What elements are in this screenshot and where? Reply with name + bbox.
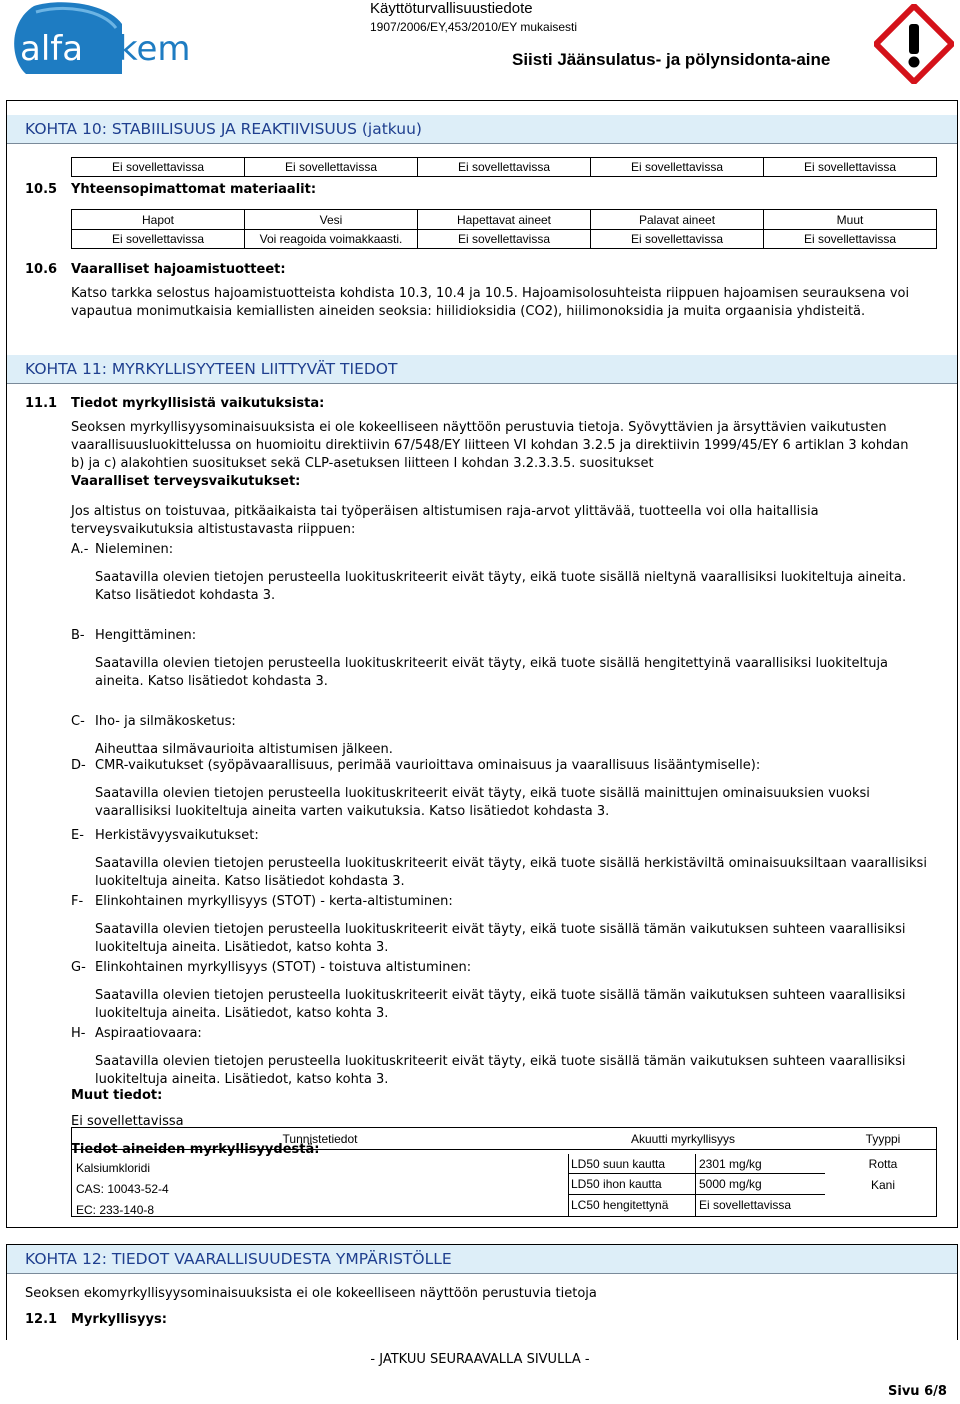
table-header: Hapettavat aineet: [418, 210, 591, 230]
logo-text-alfa: alfa: [20, 29, 84, 69]
text-line: Saatavilla olevien tietojen perusteella luokituskriteerit eivät täyty, eikä tuote sisällä hengitettyinä vaarallisiksi luokiteltuja: [95, 656, 889, 671]
item-letter: C-: [71, 714, 85, 729]
list-item: [71, 1025, 951, 1087]
item-letter: F-: [71, 894, 84, 909]
alfakem-logo: [6, 2, 206, 78]
test-value: 2301 mg/kg: [695, 1154, 762, 1174]
stability-table: [71, 157, 937, 177]
document-type: Käyttöturvallisuustiedote: [370, 0, 533, 17]
substance-toxicity-table: [71, 1127, 937, 1217]
table-row: [569, 1195, 825, 1216]
table-cell: Ei sovellettavissa: [72, 230, 245, 249]
other-info-value: Ei sovellettavissa: [71, 1114, 184, 1129]
text-line: Katso tarkka selostus hajoamistuotteista kohdista 10.3, 10.4 ja 10.5. Hajoamisolosuhteista riippuen hajoamisen seurauksena voi: [71, 286, 910, 301]
list-item: [71, 893, 951, 959]
product-name: Siisti Jäänsulatus- ja pölynsidonta-aine: [512, 50, 831, 69]
item-letter: H-: [71, 1026, 86, 1041]
table-header: Tyyppi: [865, 1132, 901, 1146]
exposure-routes-list: [71, 541, 951, 1159]
table-cell: Ei sovellettavissa: [245, 158, 418, 177]
item-letter: B-: [71, 628, 85, 643]
regulation-reference: 1907/2006/EY,453/2010/EY mukaisesti: [370, 20, 578, 34]
subsection-11-1-title: Tiedot myrkyllisistä vaikutuksista:: [71, 396, 325, 411]
table-header: Hapot: [72, 210, 245, 230]
text-line: vaarallisuusluokittelussa on huomioitu direktiivin 67/548/EY liitteen VI kohdan 3.2.5 ja direktiivin 1999/45/EY 6 artiklan 3 kohdan: [71, 438, 909, 453]
text-line: b) ja c) alakohtien suositukset sekä CLP-asetuksen liitteen I kohdan 3.2.3.3.5. suositukset: [71, 456, 654, 471]
list-item: [71, 827, 951, 893]
text-line: Seoksen myrkyllisyysominaisuuksista ei ole kokeelliseen näyttöön perustuvia tietoja. Syövyttävien ja ärsyttävien vaikutusten: [71, 420, 887, 435]
table-row: [569, 1174, 825, 1195]
cas-number: CAS: 10043-52-4: [76, 1182, 169, 1196]
test-value: Ei sovellettavissa: [695, 1195, 791, 1216]
test-type: LC50 hengitettynä: [571, 1198, 669, 1212]
item-label: Nieleminen:: [95, 542, 174, 557]
table-cell: Voi reagoida voimakkaasti.: [245, 230, 418, 249]
text-line: Saatavilla olevien tietojen perusteella luokituskriteerit eivät täyty, eikä tuote sisällä tämän vaikutuksen suhteen vaarallisiksi: [95, 922, 906, 937]
section-11-title: KOHTA 11: MYRKYLLISYYTEEN LIITTYVÄT TIEDOT: [7, 355, 957, 384]
text-line: terveysvaikutuksia altistustavasta riippuen:: [71, 522, 356, 537]
section-10-title: KOHTA 10: STABIILISUUS JA REAKTIIVISUUS (jatkuu): [7, 115, 957, 144]
health-effects-heading: Vaaralliset terveysvaikutukset:: [71, 474, 301, 489]
toxicity-values: [568, 1154, 824, 1216]
text-line: Saatavilla olevien tietojen perusteella luokituskriteerit eivät täyty, eikä tuote sisällä tämän vaikutuksen suhteen vaarallisiksi: [95, 988, 906, 1003]
continues-notice: - JATKUU SEURAAVALLA SIVULLA -: [370, 1352, 590, 1367]
subsection-10-6-number: 10.6: [25, 262, 58, 277]
section-12-frame: [6, 1244, 958, 1340]
subsection-11-1-number: 11.1: [25, 396, 58, 411]
exclamation-mark-pictogram-icon: [874, 4, 954, 84]
table-cell: Ei sovellettavissa: [418, 230, 591, 249]
incompatible-materials-table: [71, 209, 937, 249]
text-line: Jos altistus on toistuvaa, pitkäaikaista tai työperäisen altistumisen raja-arvot ylittävää, tuotteella voi olla haitallisia: [71, 504, 819, 519]
text-line: luokiteltuja aineita. Katso lisätiedot kohdasta 3.: [95, 874, 405, 889]
text-line: aineita. Katso lisätiedot kohdasta 3.: [95, 674, 328, 689]
table-row: [569, 1154, 825, 1174]
text-line: Saatavilla olevien tietojen perusteella luokituskriteerit eivät täyty, eikä tuote sisällä nieltynä vaarallisiksi luokiteltuja aineita.: [95, 570, 907, 585]
table-header: Palavat aineet: [591, 210, 764, 230]
page-number: Sivu 6/8: [888, 1384, 947, 1399]
item-letter: G-: [71, 960, 86, 975]
text-line: Saatavilla olevien tietojen perusteella luokituskriteerit eivät täyty, eikä tuote sisällä tämän vaikutuksen suhteen vaarallisiksi: [95, 1054, 906, 1069]
text-line: Saatavilla olevien tietojen perusteella luokituskriteerit eivät täyty, eikä tuote sisällä herkistäviltä ominaisuuksiltaan vaarallisiksi: [95, 856, 927, 871]
subsection-12-1-number: 12.1: [25, 1312, 58, 1327]
item-label: CMR-vaikutukset (syöpävaarallisuus, perimää vaurioittava ominaisuus ja vaarallisuus lisääntymiselle):: [95, 758, 761, 773]
item-letter: A.-: [71, 542, 89, 557]
table-cell: Ei sovellettavissa: [591, 230, 764, 249]
item-label: Elinkohtainen myrkyllisyys (STOT) - toistuva altistuminen:: [95, 960, 472, 975]
test-value: 5000 mg/kg: [695, 1174, 762, 1195]
list-item: [71, 959, 951, 1025]
test-type: LD50 ihon kautta: [571, 1177, 662, 1191]
item-letter: E-: [71, 828, 84, 843]
section-12-title: KOHTA 12: TIEDOT VAARALLISUUDESTA YMPÄRISTÖLLE: [7, 1245, 957, 1274]
text-line: luokiteltuja aineita. Lisätiedot, katso kohta 3.: [95, 1072, 389, 1087]
item-label: Iho- ja silmäkosketus:: [95, 714, 236, 729]
text-line: vapautua monimutkaisia kemiallisten aineiden seoksia: hiilidioksidia (CO2), hiilimonoksidia ja muita orgaanisia yhdisteitä.: [71, 304, 866, 319]
table-cell: Ei sovellettavissa: [418, 158, 591, 177]
text-line: Katso lisätiedot kohdasta 3.: [95, 588, 276, 603]
item-label: Aspiraatiovaara:: [95, 1026, 202, 1041]
species: Rotta: [868, 1157, 898, 1171]
table-cell: Ei sovellettavissa: [72, 158, 245, 177]
subsection-10-6-title: Vaaralliset hajoamistuotteet:: [71, 262, 286, 277]
table-header: Vesi: [245, 210, 418, 230]
table-header: Tunnistetiedot: [282, 1132, 358, 1146]
table-cell: Ei sovellettavissa: [764, 158, 937, 177]
subsection-10-5-title: Yhteensopimattomat materiaalit:: [71, 182, 317, 197]
other-info-heading: Muut tiedot:: [71, 1088, 163, 1103]
text-line: Aiheuttaa silmävaurioita altistumisen jälkeen.: [95, 742, 393, 757]
text-line: vaarallisiksi luokiteltuja aineita varten vaikutuksia. Katso lisätiedot kohdasta 3.: [95, 804, 610, 819]
health-effects-text: [71, 503, 951, 539]
subsection-12-1-title: Myrkyllisyys:: [71, 1312, 167, 1327]
list-item: [71, 627, 951, 713]
toxicity-intro: [71, 419, 951, 491]
substance-identity: [76, 1158, 169, 1221]
list-item: [71, 757, 951, 827]
table-header-row: [72, 1128, 936, 1150]
text-line: Saatavilla olevien tietojen perusteella luokituskriteerit eivät täyty, eikä tuote sisällä mainittujen ominaisuuksien vuoksi: [95, 786, 870, 801]
substance-name: Kalsiumkloridi: [76, 1161, 151, 1175]
table-header: Muut: [764, 210, 937, 230]
item-label: Hengittäminen:: [95, 628, 197, 643]
text-line: luokiteltuja aineita. Lisätiedot, katso kohta 3.: [95, 940, 389, 955]
item-label: Herkistävyysvaikutukset:: [95, 828, 259, 843]
section-12-intro: Seoksen ekomyrkyllisyysominaisuuksista ei ole kokeelliseen näyttöön perustuvia tietoja: [25, 1286, 597, 1301]
decomposition-text: [71, 285, 951, 321]
subsection-10-5-number: 10.5: [25, 182, 58, 197]
table-header: Akuutti myrkyllisyys: [630, 1132, 735, 1146]
ec-number: EC: 233-140-8: [76, 1203, 155, 1217]
item-letter: D-: [71, 758, 86, 773]
text-line: luokiteltuja aineita. Lisätiedot, katso kohta 3.: [95, 1006, 389, 1021]
section-10-11-frame: [6, 100, 958, 1228]
table-cell: Ei sovellettavissa: [764, 230, 937, 249]
test-type: LD50 suun kautta: [571, 1157, 666, 1171]
table-cell: Ei sovellettavissa: [591, 158, 764, 177]
logo-text-kem: kem: [118, 29, 191, 69]
species: Kani: [870, 1178, 896, 1192]
item-label: Elinkohtainen myrkyllisyys (STOT) - kerta-altistuminen:: [95, 894, 453, 909]
substance-toxicity-heading: Tiedot aineiden myrkyllisyydestä:: [71, 1142, 320, 1157]
